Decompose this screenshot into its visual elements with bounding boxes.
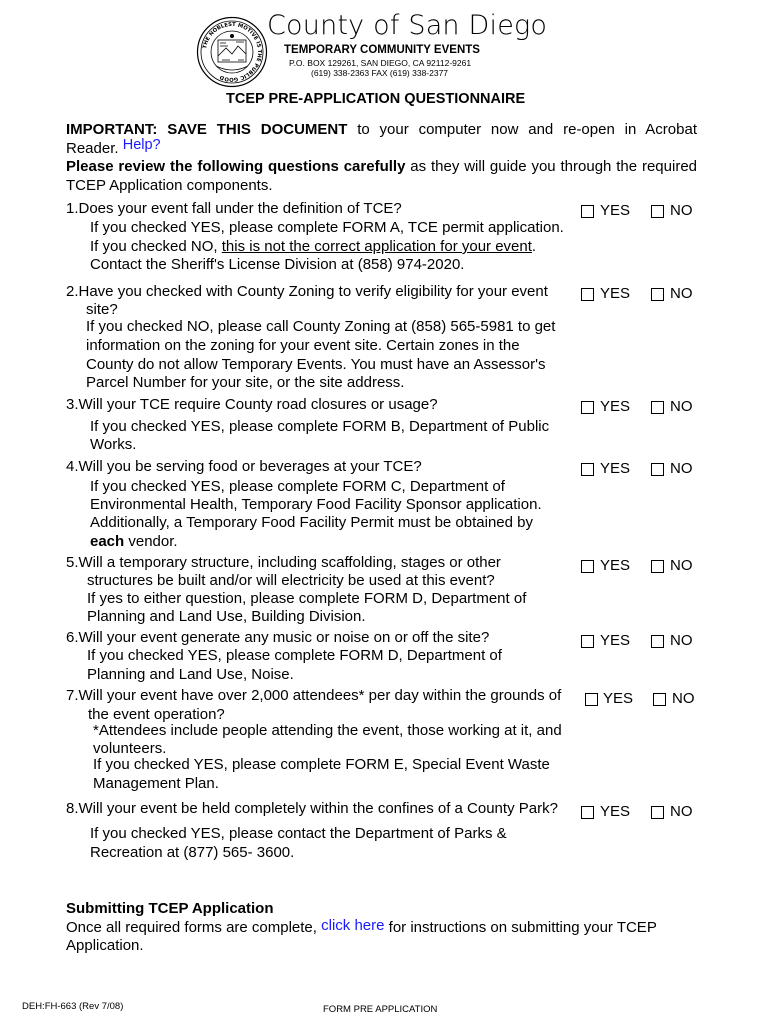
department-name: TEMPORARY COMMUNITY EVENTS [284, 44, 480, 56]
q7-no-label: NO [672, 690, 695, 707]
not-correct-application-text: this is not the correct application for your event [221, 238, 532, 255]
question-5-line: If yes to either question, please complete FORM D, Department of [87, 590, 527, 607]
q8-yes-checkbox[interactable] [581, 806, 594, 819]
click-here-link[interactable]: click here [321, 917, 385, 934]
submitting-pre: Once all required forms are complete, [66, 919, 322, 936]
q7-no-checkbox[interactable] [653, 693, 666, 706]
q1-no-checkbox[interactable] [651, 205, 664, 218]
question-1-line [90, 238, 536, 256]
q4-yes-checkbox[interactable] [581, 463, 594, 476]
q7-yes-checkbox[interactable] [585, 693, 598, 706]
question-2-line: If you checked NO, please call County Zoning at (858) 565-5981 to get [86, 318, 556, 335]
question-4-line: If you checked YES, please complete FORM C, Department of [90, 478, 505, 495]
review-bold: Please review the following questions carefully [66, 158, 406, 175]
question-2-line: information on the zoning for your event site. Certain zones in the [86, 337, 520, 354]
q5-no-label: NO [670, 557, 693, 574]
question-5-text: 5.Will a temporary structure, including scaffolding, stages or other [66, 554, 501, 571]
review-notice [66, 158, 697, 176]
q5-no-checkbox[interactable] [651, 560, 664, 573]
question-3-text: 3.Will your TCE require County road closures or usage? [66, 396, 438, 413]
q3-yes-checkbox[interactable] [581, 401, 594, 414]
question-1-line-part: If you checked NO, [90, 238, 222, 255]
q5-yes-label: YES [600, 557, 631, 574]
important-rest: to your computer now and re-open in Acrobat [347, 121, 697, 138]
q2-no-label: NO [670, 285, 693, 302]
q8-no-label: NO [670, 803, 693, 820]
q2-yes-label: YES [600, 285, 631, 302]
q2-no-checkbox[interactable] [651, 288, 664, 301]
question-2-line: Parcel Number for your site, or the site address. [86, 374, 405, 391]
question-2-line: site? [86, 301, 118, 318]
q7-yes-label: YES [603, 690, 634, 707]
q5-yes-checkbox[interactable] [581, 560, 594, 573]
question-2-line: County do not allow Temporary Events. You must have an Assessor's [86, 356, 546, 373]
question-3-line: Works. [90, 436, 137, 453]
q2-yes-checkbox[interactable] [581, 288, 594, 301]
question-2-text: 2.Have you checked with County Zoning to verify eligibility for your event [66, 283, 548, 300]
question-1-text: 1.Does your event fall under the definition of TCE? [66, 200, 402, 217]
reader-text: Reader. [66, 140, 119, 157]
page-title: County of San Diego [267, 10, 548, 41]
help-link[interactable]: Help? [122, 137, 161, 153]
phone-fax: (619) 338-2363 FAX (619) 338-2377 [311, 68, 449, 78]
reader-line [66, 137, 161, 158]
q1-no-label: NO [670, 202, 693, 219]
question-4-line: Environmental Health, Temporary Food Facility Sponsor application. [90, 496, 542, 513]
submitting-line-1 [66, 919, 657, 937]
question-8-line: Recreation at (877) 565- 3600. [90, 844, 295, 861]
q4-no-checkbox[interactable] [651, 463, 664, 476]
submitting-post: for instructions on submitting your TCEP [384, 919, 657, 936]
question-8-line: If you checked YES, please contact the Department of Parks & [90, 825, 507, 842]
q4-yes-label: YES [600, 460, 631, 477]
q8-yes-label: YES [600, 803, 631, 820]
mailing-address: P.O. BOX 129261, SAN DIEGO, CA 92112-9261 [289, 58, 472, 68]
question-6-line: Planning and Land Use, Noise. [87, 666, 294, 683]
important-bold: IMPORTANT: SAVE THIS DOCUMENT [66, 121, 348, 138]
question-4-text: 4.Will you be serving food or beverages at your TCE? [66, 458, 422, 475]
form-number: DEH:FH-663 (Rev 7/08) [22, 1001, 124, 1012]
q3-no-checkbox[interactable] [651, 401, 664, 414]
county-seal [196, 16, 268, 88]
seal-text: THE NOBLEST MOTIVE IS THE PUBLIC GOOD [202, 21, 263, 83]
question-1-line: Contact the Sheriff's License Division at (858) 974-2020. [90, 256, 465, 273]
question-3-line: If you checked YES, please complete FORM B, Department of Public [90, 418, 550, 435]
question-1-line: If you checked YES, please complete FORM A, TCE permit application. [90, 219, 564, 236]
question-5-line: Planning and Land Use, Building Division. [87, 608, 366, 625]
q6-yes-label: YES [600, 632, 631, 649]
submitting-line-2: Application. [66, 937, 144, 954]
question-1-line-part: . [531, 238, 537, 255]
question-5-line: structures be built and/or will electricity be used at this event? [87, 572, 495, 589]
q6-no-checkbox[interactable] [651, 635, 664, 648]
submitting-title: Submitting TCEP Application [66, 900, 274, 917]
review-rest: as they will guide you through the required [405, 158, 697, 175]
q3-no-label: NO [670, 398, 693, 415]
question-7-line: *Attendees include people attending the event, those working at it, and [93, 722, 562, 739]
q6-yes-checkbox[interactable] [581, 635, 594, 648]
each-bold: each [90, 533, 125, 550]
q6-no-label: NO [670, 632, 693, 649]
question-6-text: 6.Will your event generate any music or noise on or off the site? [66, 629, 490, 646]
form-name: FORM PRE APPLICATION [323, 1004, 438, 1015]
question-7-line: Management Plan. [93, 775, 219, 792]
question-4-line: Additionally, a Temporary Food Facility Permit must be obtained by [90, 514, 533, 531]
q4-no-label: NO [670, 460, 693, 477]
review-line-2: TCEP Application components. [66, 177, 273, 194]
question-7-line: volunteers. [93, 740, 167, 757]
q1-yes-checkbox[interactable] [581, 205, 594, 218]
question-6-line: If you checked YES, please complete FORM D, Department of [87, 647, 502, 664]
q1-yes-label: YES [600, 202, 631, 219]
q8-no-checkbox[interactable] [651, 806, 664, 819]
q3-yes-label: YES [600, 398, 631, 415]
question-7-line: the event operation? [88, 706, 225, 723]
question-4-line [90, 533, 178, 551]
question-7-text: 7.Will your event have over 2,000 attendees* per day within the grounds of [66, 687, 562, 704]
questionnaire-heading: TCEP PRE-APPLICATION QUESTIONNAIRE [226, 91, 526, 107]
question-4-line-part: vendor. [124, 533, 178, 550]
question-7-line: If you checked YES, please complete FORM E, Special Event Waste [93, 756, 550, 773]
question-8-text: 8.Will your event be held completely within the confines of a County Park? [66, 800, 558, 817]
